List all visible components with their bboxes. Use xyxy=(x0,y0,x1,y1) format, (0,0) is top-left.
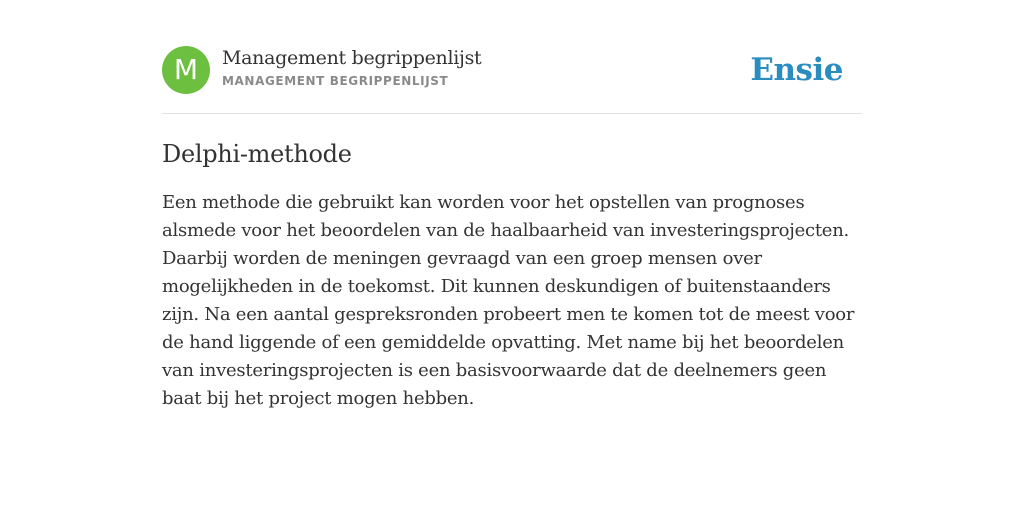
list-titles xyxy=(222,46,481,89)
term-title: Delphi-methode xyxy=(162,140,352,168)
term-definition: Een methode die gebruikt kan worden voor het opstellen van prognoses alsmede voor het beoordelen van de haalbaarheid van investeringsprojecten. Daarbij worden de meningen gevraagd van een groep mensen over mogelijkheden in de toekomst. Dit kunnen deskundigen of buitenstaanders zijn. Na een aantal gespreksronden probeert men te komen tot de meest voor de hand liggende of een gemiddelde opvatting. Met name bij het beoordelen van investeringsprojecten is een basisvoorwaarde dat de deelnemers geen baat bij het project mogen hebben. xyxy=(162,192,855,409)
list-subtitle[interactable]: MANAGEMENT BEGRIPPENLIJST xyxy=(222,74,449,88)
list-title[interactable]: Management begrippenlijst xyxy=(222,47,482,69)
list-avatar[interactable]: M xyxy=(162,46,210,94)
card-header xyxy=(162,46,862,114)
ensie-logo[interactable]: Ensie xyxy=(750,52,843,88)
definition-card xyxy=(162,46,862,413)
